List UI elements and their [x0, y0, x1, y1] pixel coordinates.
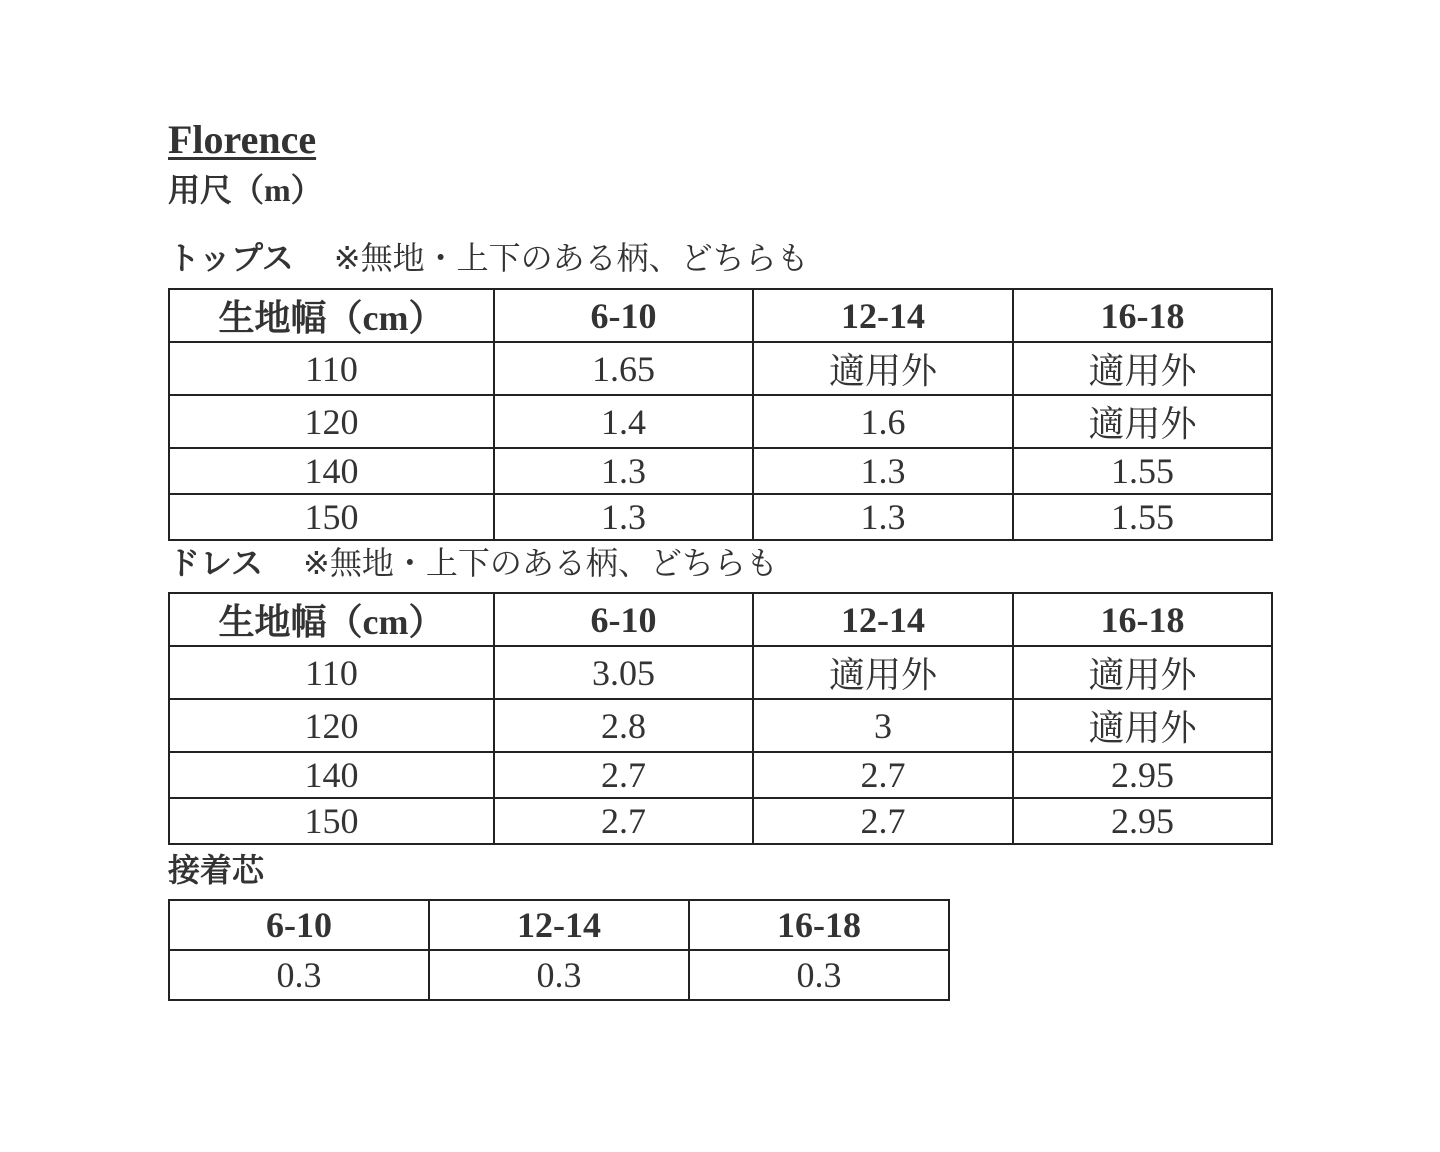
table-row: [169, 752, 1272, 798]
table-cell: 適用外: [1013, 342, 1272, 395]
table-cell: 1.3: [753, 448, 1013, 494]
table-cell: 1.3: [753, 494, 1013, 540]
table-cell: 2.7: [753, 752, 1013, 798]
table-row: [169, 646, 1272, 699]
table-cell: 3.05: [494, 646, 753, 699]
table-header-row: [169, 289, 1272, 342]
table-cell: 0.3: [169, 950, 429, 1000]
table-cell: 0.3: [429, 950, 689, 1000]
table-row: [169, 395, 1272, 448]
header-cell: 16-18: [689, 900, 949, 950]
tops-heading: トップス: [168, 240, 294, 276]
header-cell: 6-10: [494, 289, 753, 342]
header-cell: 12-14: [753, 593, 1013, 646]
table-cell: 150: [169, 798, 494, 844]
dress-table: [168, 592, 1273, 845]
table-cell: 2.95: [1013, 752, 1272, 798]
table-cell: 1.3: [494, 494, 753, 540]
interfacing-heading: 接着芯: [168, 852, 265, 888]
table-row: [169, 342, 1272, 395]
table-cell: 2.7: [494, 798, 753, 844]
table-cell: 2.95: [1013, 798, 1272, 844]
table-cell: 110: [169, 646, 494, 699]
table-cell: 適用外: [753, 342, 1013, 395]
table-cell: 1.55: [1013, 448, 1272, 494]
header-cell: 16-18: [1013, 593, 1272, 646]
table-header-row: [169, 593, 1272, 646]
table-row: [169, 699, 1272, 752]
document-subtitle: 用尺（m）: [168, 172, 323, 208]
header-cell: 生地幅（cm）: [169, 289, 494, 342]
tops-section-heading: [168, 236, 809, 280]
table-cell: 2.7: [494, 752, 753, 798]
table-cell: 110: [169, 342, 494, 395]
table-row: [169, 448, 1272, 494]
tops-table: [168, 288, 1273, 541]
table-cell: 1.55: [1013, 494, 1272, 540]
table-row: [169, 798, 1272, 844]
table-cell: 1.65: [494, 342, 753, 395]
table-cell: 適用外: [753, 646, 1013, 699]
table-cell: 適用外: [1013, 646, 1272, 699]
table-cell: 1.4: [494, 395, 753, 448]
table-cell: 0.3: [689, 950, 949, 1000]
table-cell: 1.3: [494, 448, 753, 494]
table-cell: 2.8: [494, 699, 753, 752]
table-cell: 2.7: [753, 798, 1013, 844]
header-cell: 12-14: [753, 289, 1013, 342]
table-cell: 1.6: [753, 395, 1013, 448]
table-cell: 適用外: [1013, 395, 1272, 448]
header-cell: 6-10: [169, 900, 429, 950]
table-row: [169, 950, 949, 1000]
table-row: [169, 494, 1272, 540]
table-header-row: [169, 900, 949, 950]
document-title: Florence: [168, 117, 317, 162]
dress-heading: ドレス: [168, 545, 264, 581]
interfacing-section-heading: [168, 848, 264, 892]
tops-note: ※無地・上下のある柄、どちらも: [333, 240, 809, 276]
dress-note: ※無地・上下のある柄、どちらも: [303, 545, 778, 581]
header-cell: 16-18: [1013, 289, 1272, 342]
table-cell: 3: [753, 699, 1013, 752]
table-cell: 140: [169, 448, 494, 494]
dress-section-heading: [168, 541, 778, 585]
table-cell: 140: [169, 752, 494, 798]
table-cell: 適用外: [1013, 699, 1272, 752]
table-cell: 120: [169, 699, 494, 752]
table-cell: 120: [169, 395, 494, 448]
header-cell: 生地幅（cm）: [169, 593, 494, 646]
header-cell: 6-10: [494, 593, 753, 646]
header-cell: 12-14: [429, 900, 689, 950]
interfacing-table: [168, 899, 950, 1001]
table-cell: 150: [169, 494, 494, 540]
